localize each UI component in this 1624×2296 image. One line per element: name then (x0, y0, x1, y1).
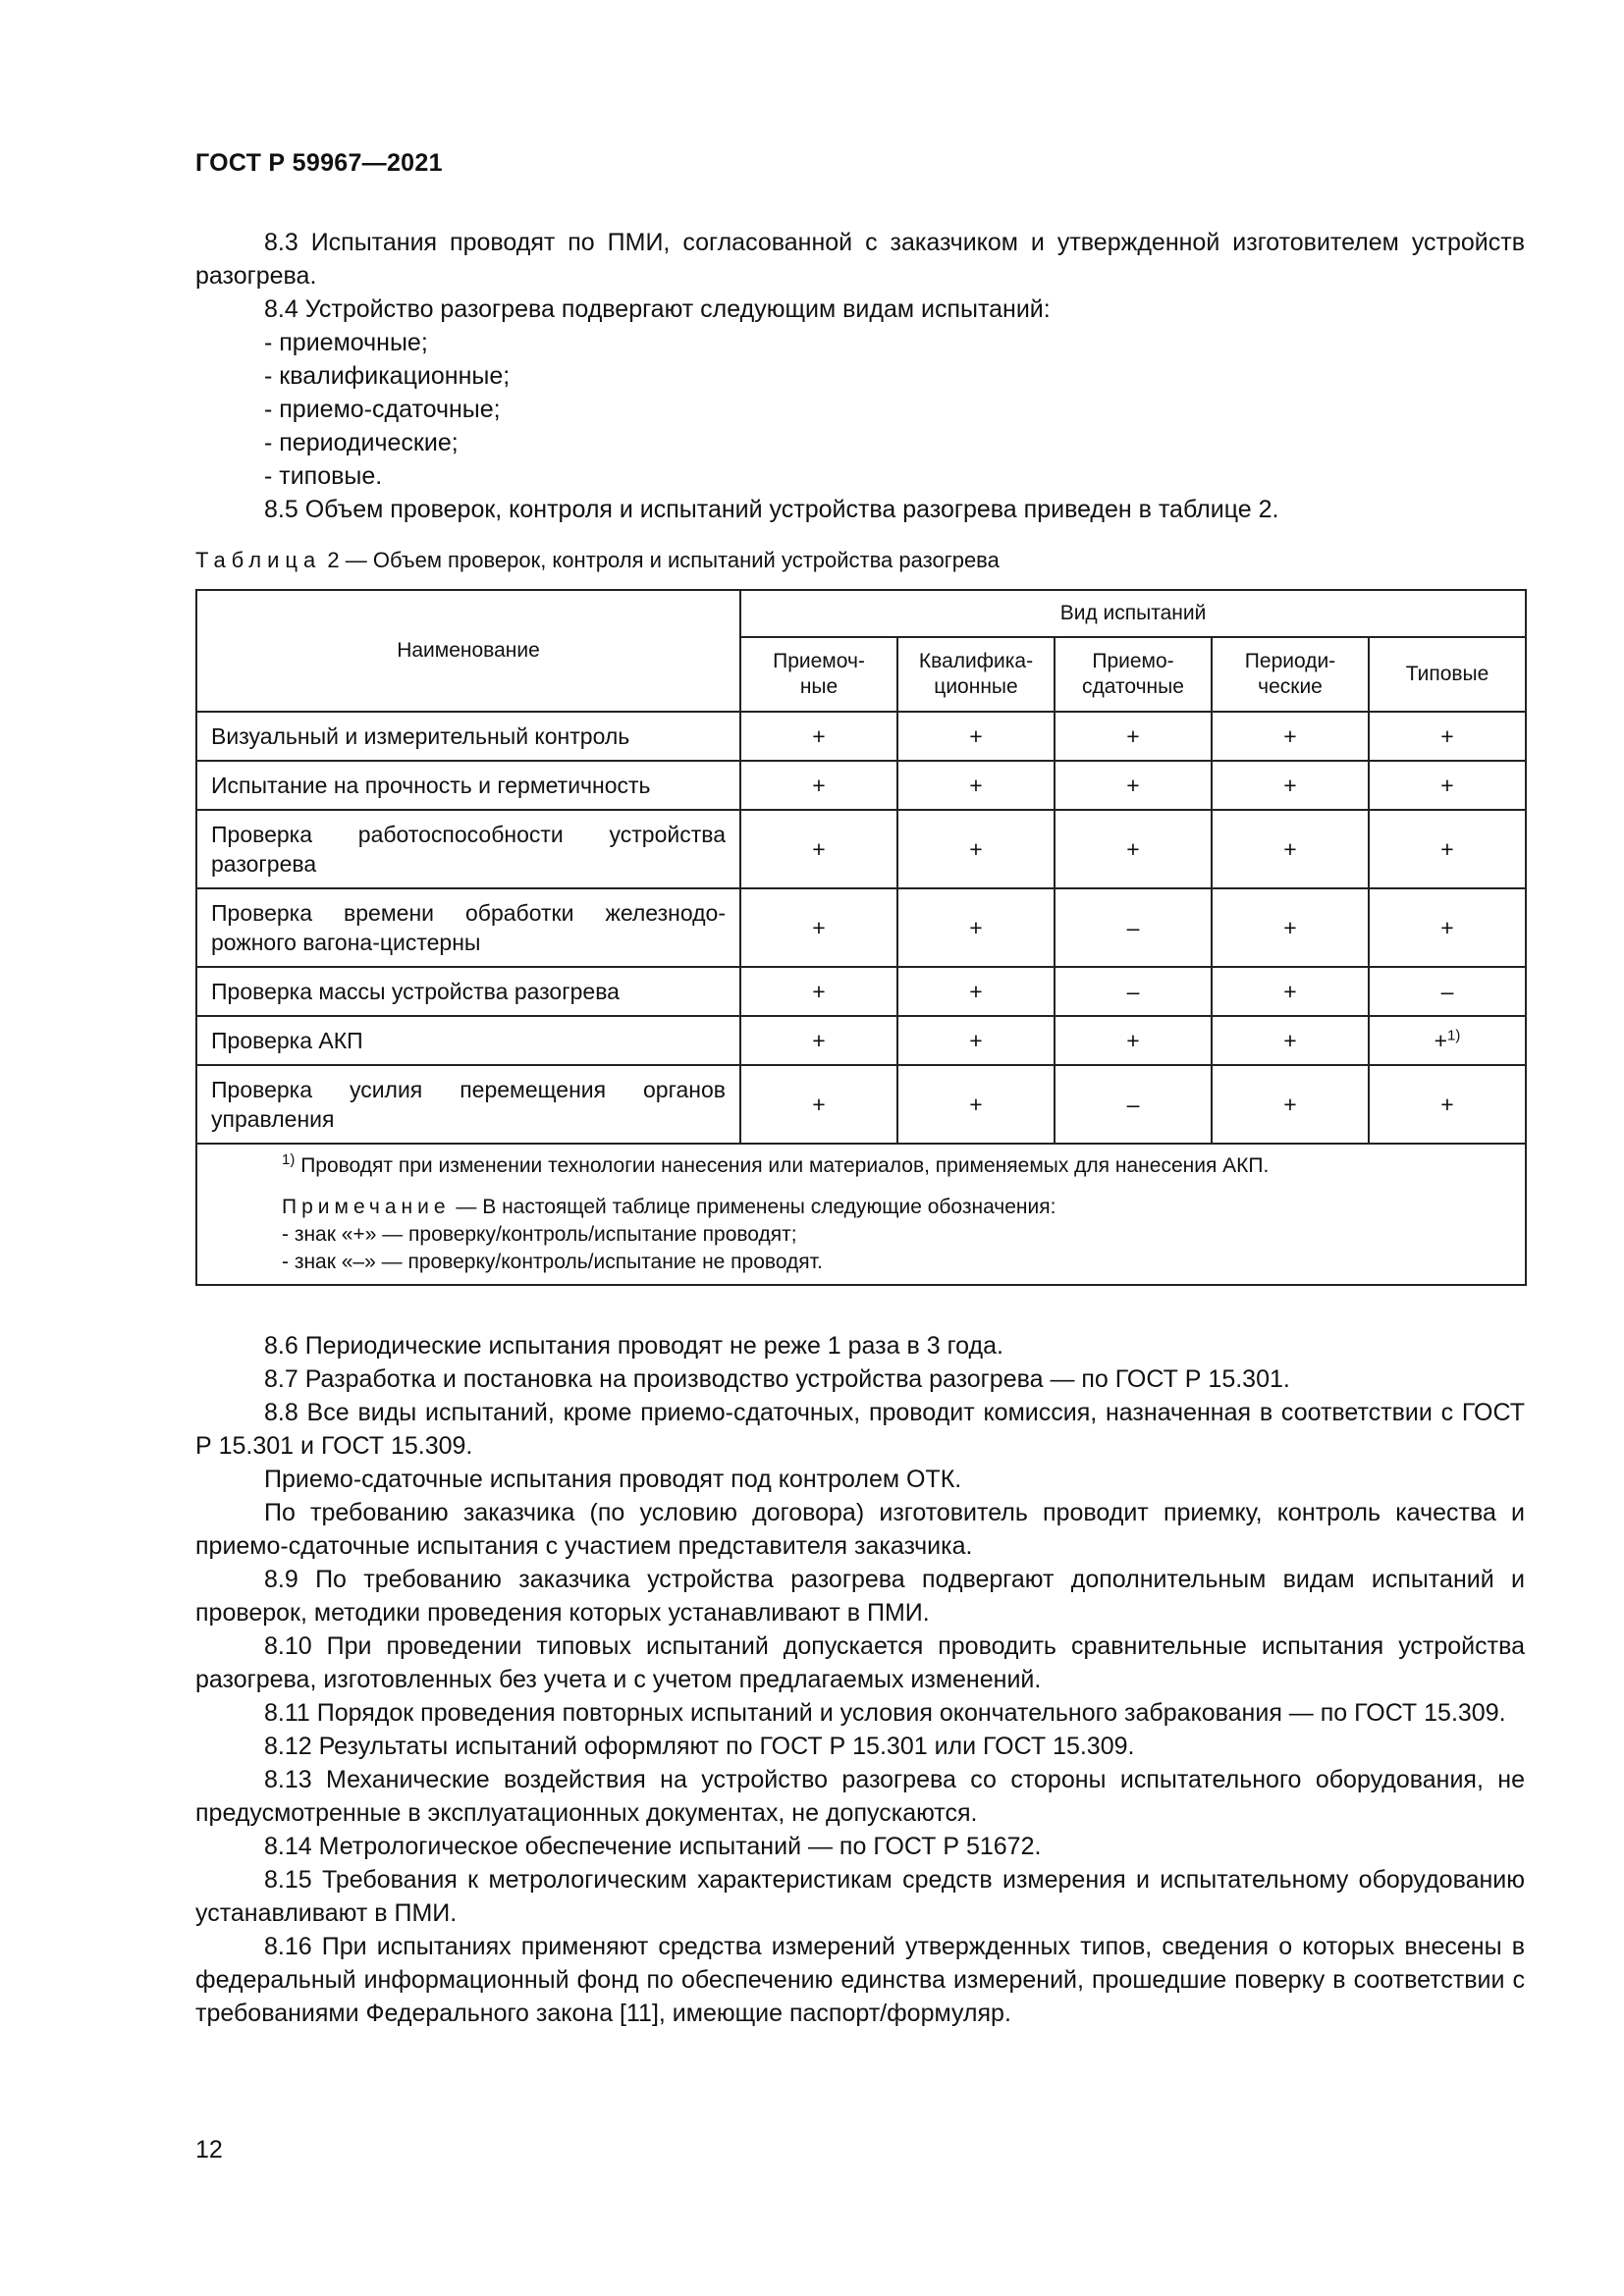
document-code: ГОСТ Р 59967—2021 (195, 149, 443, 177)
row-value: + (897, 967, 1055, 1016)
section-8-3-8-5 (195, 226, 1525, 526)
row-value: + (1212, 1016, 1369, 1065)
row-value: + (897, 810, 1055, 888)
footnote-mark: 1) (282, 1151, 296, 1168)
row-value: + (1212, 761, 1369, 810)
row-value: + (740, 1016, 897, 1065)
header-col-delivery: Приемо- сдаточные (1055, 637, 1212, 712)
header-col-type: Типовые (1369, 637, 1526, 712)
row-value: – (1055, 967, 1212, 1016)
row-name: Проверка работоспособности устройства разогрева (196, 810, 740, 888)
header-name: Наименование (196, 590, 740, 712)
note-item-minus: - знак «–» — проверку/контроль/испытание не проводят. (282, 1251, 823, 1273)
row-value: + (1055, 1016, 1212, 1065)
row-value: – (1055, 888, 1212, 967)
table-row (196, 810, 1526, 888)
table-row (196, 967, 1526, 1016)
paragraph-8-11: 8.11 Порядок проведения повторных испытаний и условия окончательного забракования — по ГОСТ 15.309. (264, 1699, 1506, 1727)
row-name: Проверка АКП (196, 1016, 740, 1065)
row-value: + (1369, 1065, 1526, 1144)
table-note (282, 1194, 1525, 1221)
row-value: + (1212, 810, 1369, 888)
header-test-types: Вид испытаний (740, 590, 1526, 637)
paragraph-8-8: 8.8 Все виды испытаний, кроме приемо-сдаточных, проводит комиссия, назначенная в соответствии с ГОСТ Р 15.301 и ГОСТ 15.309. (195, 1399, 1525, 1460)
row-value: + (740, 1065, 897, 1144)
row-value: + (740, 810, 897, 888)
row-value: + (1369, 712, 1526, 761)
row-value: + (1212, 888, 1369, 967)
row-name: Визуальный и измерительный контроль (196, 712, 740, 761)
header-col-qualification: Квалифика- ционные (897, 637, 1055, 712)
table-caption (195, 548, 1000, 573)
paragraph-8-3: 8.3 Испытания проводят по ПМИ, согласованной с заказчиком и утвержденной изготовителем устройств разогрева. (195, 229, 1525, 290)
list-item-qualification: - квалификационные; (264, 362, 511, 390)
table-caption-text: 2 — Объем проверок, контроля и испытаний устройства разогрева (327, 548, 1000, 572)
note-label: Примечание (282, 1196, 451, 1218)
list-item-type: - типовые. (264, 462, 383, 490)
header-col-periodic: Периоди- ческие (1212, 637, 1369, 712)
list-item-acceptance: - приемочные; (264, 329, 428, 356)
row-value: + (740, 888, 897, 967)
paragraph-8-5: 8.5 Объем проверок, контроля и испытаний устройства разогрева приведен в таблице 2. (264, 496, 1279, 523)
row-name: Проверка времени обработки железнодо-рожного вагона-цистерны (196, 888, 740, 967)
section-8-6-8-16 (195, 1329, 1525, 2030)
row-value: + (740, 712, 897, 761)
table-row (196, 761, 1526, 810)
row-value: + (897, 761, 1055, 810)
table-footer (196, 1144, 1526, 1285)
list-item-delivery: - приемо-сдаточные; (264, 396, 501, 423)
row-value: + (897, 1065, 1055, 1144)
row-value: + (740, 761, 897, 810)
row-value: + (1369, 888, 1526, 967)
paragraph-8-4: 8.4 Устройство разогрева подвергают следующим видам испытаний: (264, 295, 1051, 323)
paragraph-8-10: 8.10 При проведении типовых испытаний допускается проводить сравнительные испытания устройства разогрева, изготовленных без учета и с учетом предлагаемых изменений. (195, 1632, 1525, 1693)
table-row (196, 712, 1526, 761)
row-value: + (1369, 810, 1526, 888)
footnote-ref: 1) (1447, 1026, 1461, 1043)
table-row (196, 1065, 1526, 1144)
row-value: + (1055, 810, 1212, 888)
row-value: + (740, 967, 897, 1016)
paragraph-otk: Приемо-сдаточные испытания проводят под контролем ОТК. (264, 1466, 962, 1493)
row-value: + (1055, 761, 1212, 810)
note-text: — В настоящей таблице применены следующие обозначения: (456, 1196, 1056, 1218)
footnote-text: Проводят при изменении технологии нанесения или материалов, применяемых для нанесения АКП. (300, 1154, 1270, 1177)
row-value: + (1212, 967, 1369, 1016)
paragraph-8-12: 8.12 Результаты испытаний оформляют по ГОСТ Р 15.301 или ГОСТ 15.309. (264, 1733, 1135, 1760)
paragraph-customer-request: По требованию заказчика (по условию договора) изготовитель проводит приемку, контроль качества и приемо-сдаточные испытания с участием представителя заказчика. (195, 1499, 1525, 1560)
paragraph-8-9: 8.9 По требованию заказчика устройства разогрева подвергают дополнительным видам испытаний и проверок, методики проведения которых устанавливают в ПМИ. (195, 1566, 1525, 1627)
header-col-acceptance: Приемоч- ные (740, 637, 897, 712)
row-value: – (1055, 1065, 1212, 1144)
paragraph-8-16: 8.16 При испытаниях применяют средства измерений утвержденных типов, сведения о которых внесены в федеральный информационный фонд по обеспечению единства измерений, прошедшие поверку в соответствии с требованиями Федерального закона [11], имеющие паспорт/формуляр. (195, 1933, 1525, 2027)
row-value: + (897, 712, 1055, 761)
list-item-periodic: - периодические; (264, 429, 459, 456)
paragraph-8-6: 8.6 Периодические испытания проводят не реже 1 раза в 3 года. (264, 1332, 1003, 1360)
row-value: +$^{1)}$ (1369, 1016, 1526, 1065)
table-caption-label: Таблица (195, 548, 322, 572)
row-value: + (897, 888, 1055, 967)
row-value: + (1212, 1065, 1369, 1144)
row-name: Испытание на прочность и герметичность (196, 761, 740, 810)
paragraph-8-13: 8.13 Механические воздействия на устройство разогрева со стороны испытательного оборудования, не предусмотренные в эксплуатационных документах, не допускаются. (195, 1766, 1525, 1827)
note-item-plus: - знак «+» — проверку/контроль/испытание проводят; (282, 1223, 797, 1246)
row-value: + (1212, 712, 1369, 761)
table-row (196, 888, 1526, 967)
row-name: Проверка массы устройства разогрева (196, 967, 740, 1016)
table-footnote (282, 1152, 1525, 1180)
table-row (196, 1016, 1526, 1065)
row-value: + (1369, 761, 1526, 810)
paragraph-8-15: 8.15 Требования к метрологическим характеристикам средств измерения и испытательному оборудованию устанавливают в ПМИ. (195, 1866, 1525, 1927)
row-name: Проверка усилия перемещения органов управления (196, 1065, 740, 1144)
test-scope-table (195, 589, 1527, 1286)
row-value: + (897, 1016, 1055, 1065)
paragraph-8-7: 8.7 Разработка и постановка на производство устройства разогрева — по ГОСТ Р 15.301. (264, 1365, 1290, 1393)
paragraph-8-14: 8.14 Метрологическое обеспечение испытаний — по ГОСТ Р 51672. (264, 1833, 1042, 1860)
row-value: – (1369, 967, 1526, 1016)
page-number: 12 (195, 2136, 223, 2163)
row-value: + (1055, 712, 1212, 761)
